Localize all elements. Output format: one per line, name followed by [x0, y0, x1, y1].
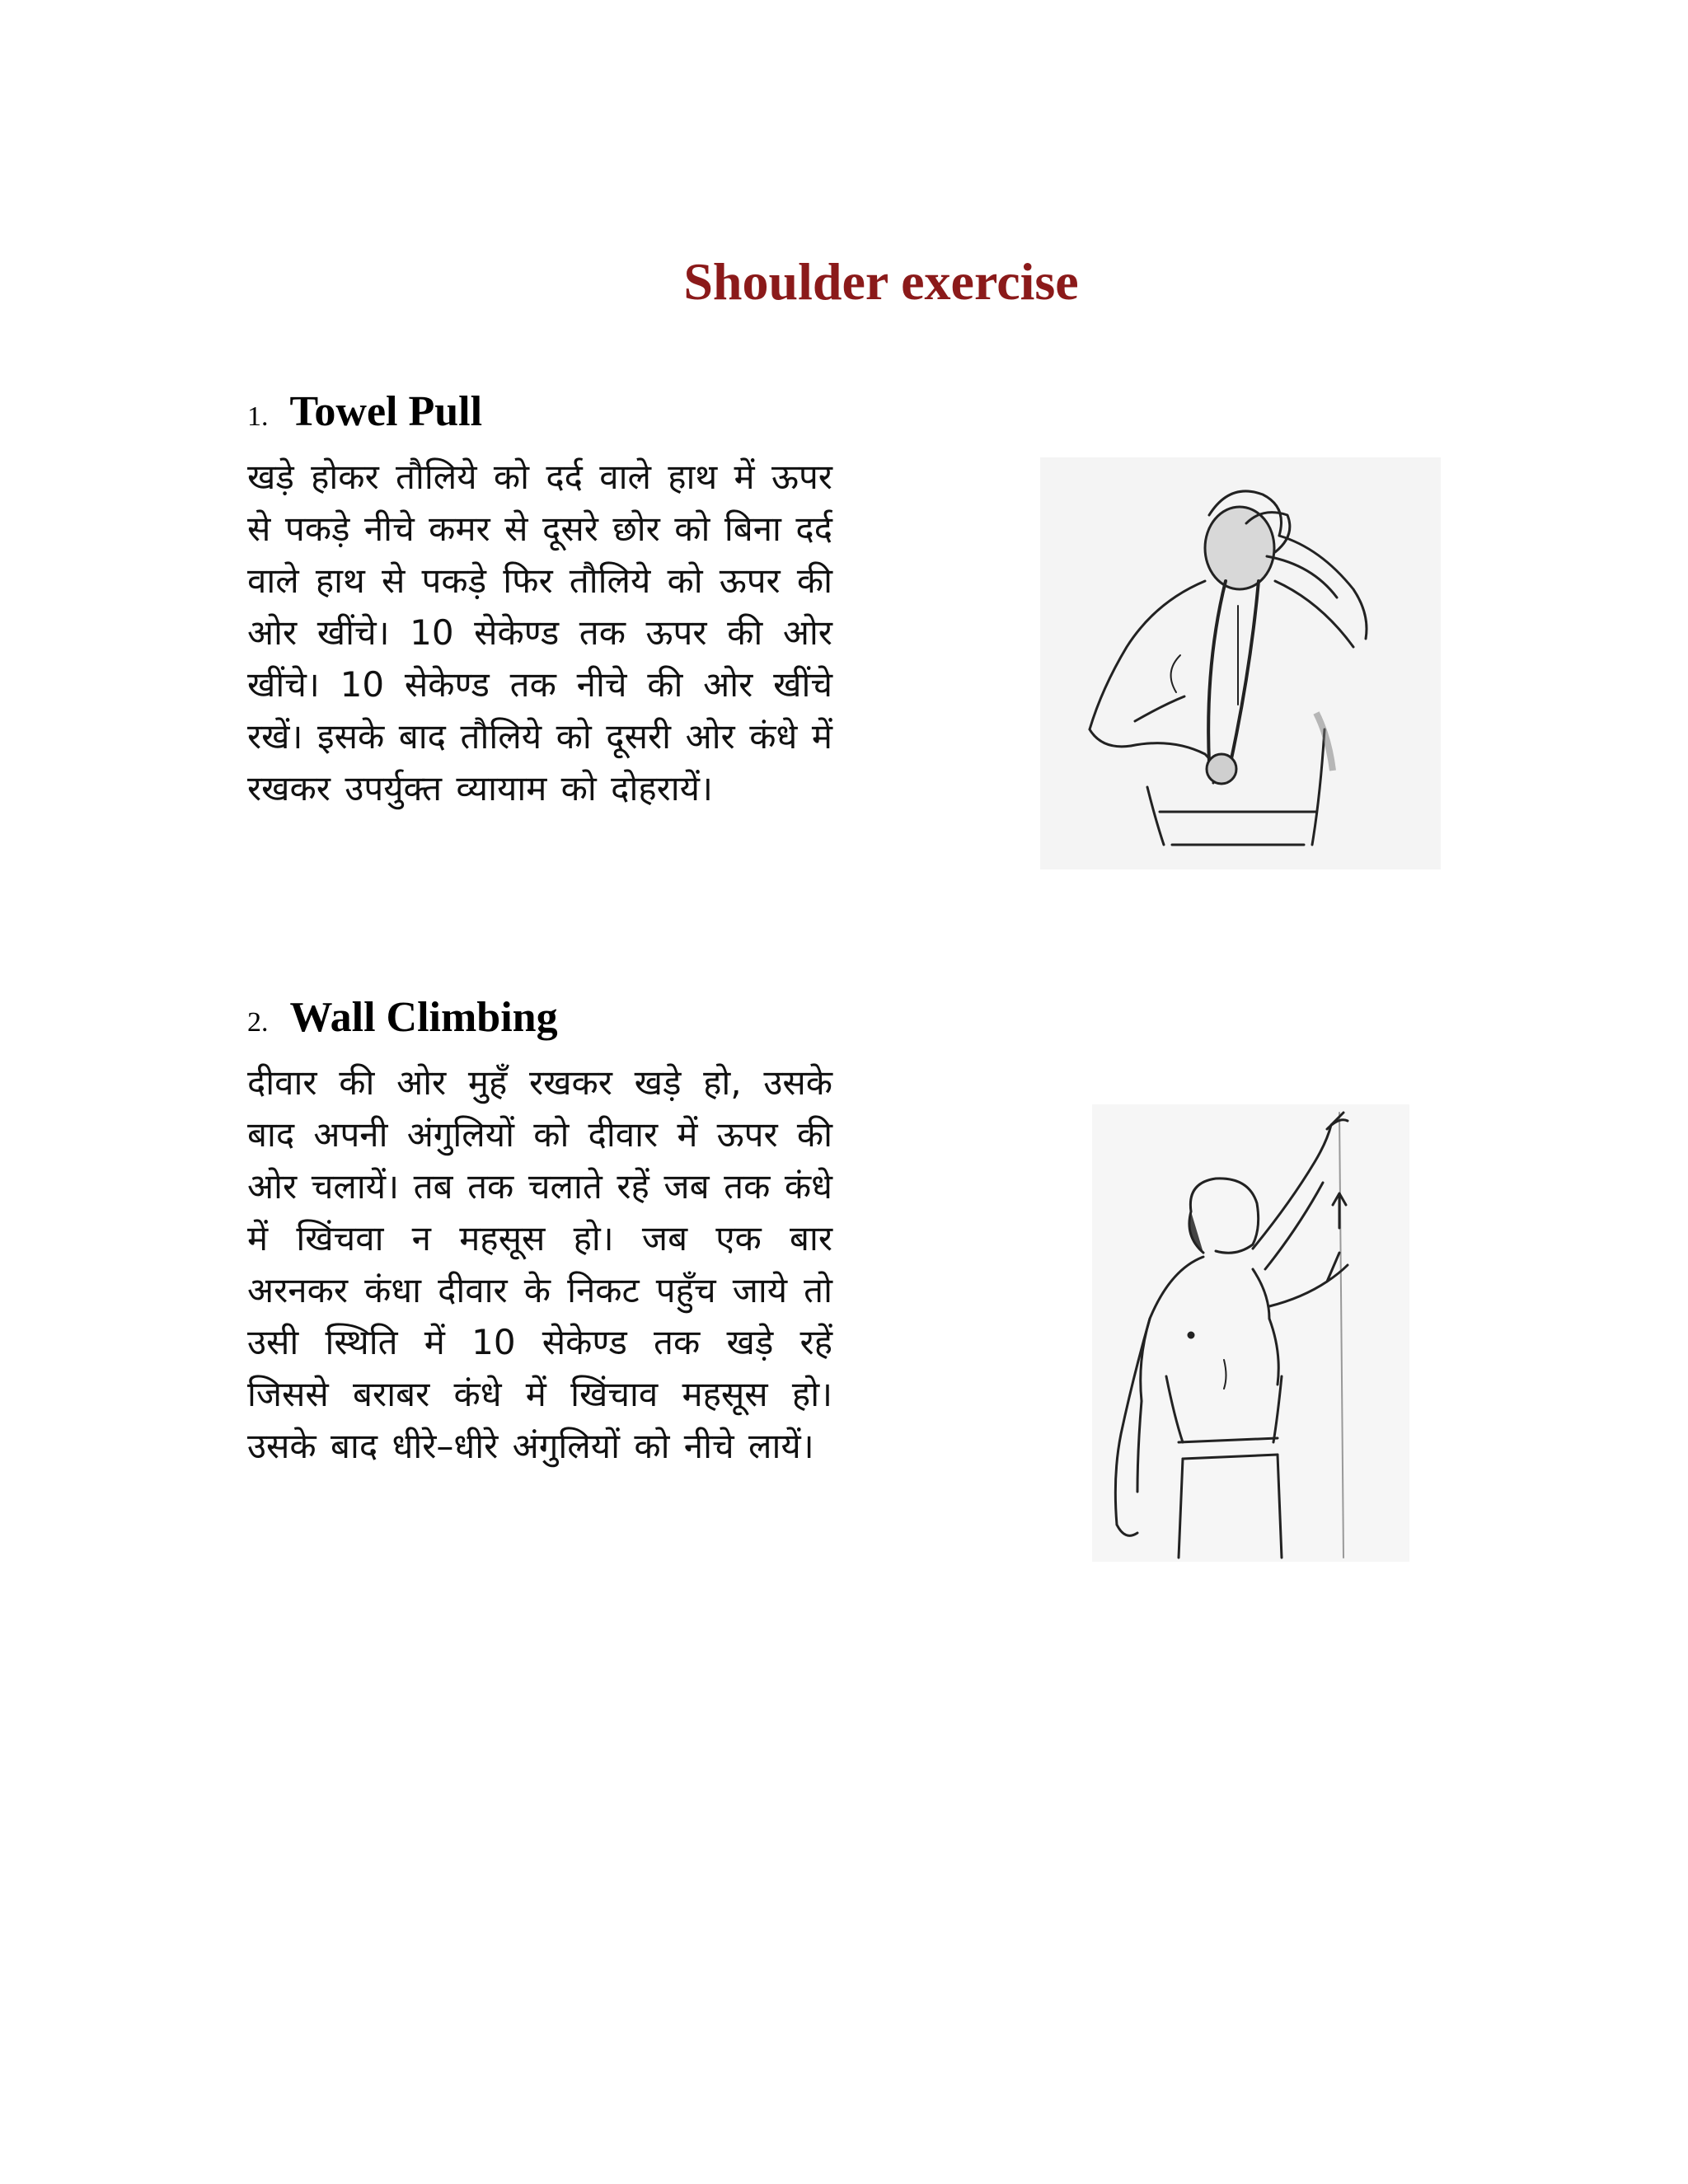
exercise-instructions: खड़े होकर तौलिये को दर्द वाले हाथ में ऊपर से पकड़े नीचे कमर से दूसरे छोर को बिना दर्द वाले हाथ से पकड़े फिर तौलिये को ऊपर की ओर खींचे। 10 सेकेण्ड तक ऊपर की ओर खींचे। 10 सेकेण्ड तक नीचे की ओर खींचे रखें। इसके बाद तौलिये को दूसरी ओर कंधे में रखकर उपर्युक्त व्यायाम को दोहरायें। [247, 457, 832, 808]
exercise-wall-climbing [247, 989, 832, 1472]
exercise-name: Wall Climbing [289, 994, 558, 1041]
exercise-number: 1. [247, 401, 269, 432]
exercise-name: Towel Pull [289, 388, 483, 435]
exercise-number: 2. [247, 1007, 269, 1038]
exercise-heading [247, 989, 832, 1057]
exercise-towel-pull [247, 383, 832, 814]
page-title: Shoulder exercise [683, 252, 1079, 311]
exercise-instructions: दीवार की ओर मुहँ रखकर खड़े हो, उसके बाद अपनी अंगुलियों को दीवार में ऊपर की ओर चलायें। तब तक चलाते रहें जब तक कंधे में खिंचवा न महसूस हो। जब एक बार अरनकर कंधा दीवार के निकट पहुँच जाये तो उसी स्थिति में 10 सेकेण्ड तक खड़े रहें जिससे बराबर कंधे में खिंचाव महसूस हो। उसके बाद धीरे–धीरे अंगुलियों को नीचे लायें। [247, 1062, 832, 1466]
wall-climbing-illustration [1092, 1104, 1409, 1562]
exercise-heading [247, 383, 832, 451]
towel-pull-illustration [1040, 457, 1441, 869]
